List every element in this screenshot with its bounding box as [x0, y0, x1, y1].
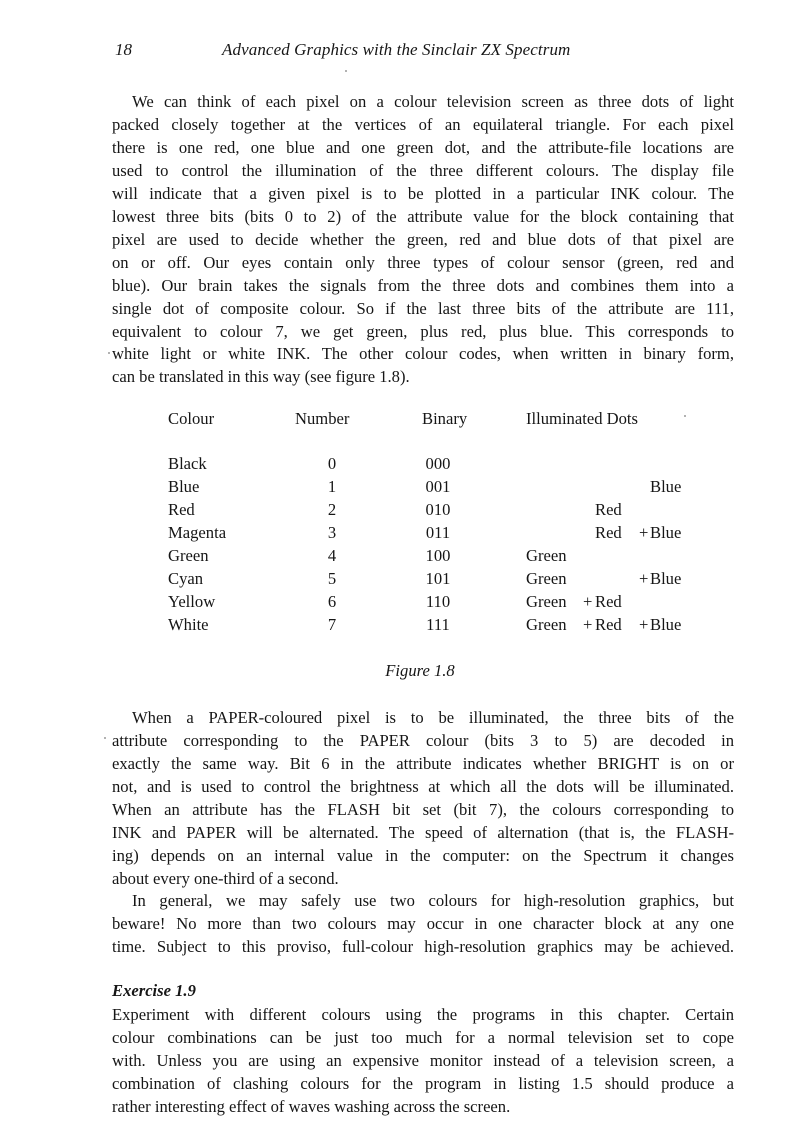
page-number: 18 — [115, 40, 132, 59]
dot-red: Red — [595, 592, 622, 611]
text-line: can be translated in this way (see figure 1.8). — [112, 367, 410, 387]
dot-green: Green — [526, 615, 567, 634]
text-line: INK and PAPER will be alternated. The speed of alternation (that is, the FLASH- — [112, 822, 734, 842]
table-cell-binary: 101 — [425, 569, 451, 588]
table-cell-colour: Green — [168, 546, 209, 565]
table-cell-binary: 110 — [425, 592, 451, 611]
text-line: Experiment with different colours using the programs in this chapter. Certain — [112, 1005, 734, 1024]
text-line: ing) depends on an internal value in the computer: on the Spectrum it changes — [112, 845, 734, 865]
text-line: time. Subject to this proviso, full-colour high-resolution graphics may be achieved. — [112, 936, 734, 956]
table-cell-number: 4 — [327, 546, 337, 565]
table-cell-colour: Blue — [168, 477, 200, 496]
table-cell-binary: 010 — [425, 500, 451, 519]
scan-speck — [108, 352, 110, 354]
table-cell-colour: White — [168, 615, 209, 634]
text-line: about every one-third of a second. — [112, 868, 339, 888]
exercise-body — [112, 1004, 734, 1119]
plus-sign: + — [639, 615, 649, 634]
text-line: pixel are used to decide whether the green, red and blue dots of that pixel are — [112, 229, 734, 249]
table-cell-colour: Cyan — [168, 569, 204, 588]
book-title: Advanced Graphics with the Sinclair ZX Spectrum — [222, 40, 571, 59]
plus-sign: + — [583, 615, 593, 634]
table-cell-colour: Magenta — [168, 523, 227, 542]
dot-blue: Blue — [650, 569, 682, 588]
dot-blue: Blue — [650, 523, 682, 542]
table-cell-number: 5 — [327, 569, 337, 588]
table-header-number: Number — [295, 409, 350, 428]
table-header-binary: Binary — [422, 409, 468, 428]
text-line: on or off. Our eyes contain only three types of colour sensor (green, red and — [112, 252, 734, 272]
text-line: packed closely together at the vertices of an equilateral triangle. For each pixel — [112, 114, 734, 134]
table-cell-number: 0 — [327, 454, 337, 473]
text-line: will indicate that a given pixel is to be plotted in a particular INK colour. The — [112, 183, 734, 203]
text-line: colour combinations can be just too much for a normal television set to cope — [112, 1027, 734, 1047]
paragraph-two-colours — [112, 890, 734, 959]
exercise-heading: Exercise 1.9 — [112, 981, 196, 1000]
text-line: attribute corresponding to the PAPER colour (bits 3 to 5) are decoded in — [112, 730, 734, 750]
text-line: used to control the illumination of the three different colours. The display file — [112, 160, 734, 180]
text-line: single dot of composite colour. So if the last three bits of the attribute are 111, — [112, 298, 734, 318]
text-line: with. Unless you are using an expensive monitor instead of a television screen, a — [112, 1050, 734, 1070]
running-head — [115, 40, 735, 64]
plus-sign: + — [639, 569, 649, 588]
table-cell-number: 7 — [327, 615, 337, 634]
table-cell-binary: 111 — [426, 615, 450, 634]
dot-green: Green — [526, 592, 567, 611]
plus-sign: + — [639, 523, 649, 542]
dot-green: Green — [526, 569, 567, 588]
table-cell-number: 3 — [327, 523, 337, 542]
text-line: not, and is used to control the brightness at which all the dots will be illuminated. — [112, 776, 734, 796]
paragraph-paper-bright-flash — [112, 707, 734, 891]
table-cell-binary: 001 — [425, 477, 451, 496]
scan-speck — [345, 70, 347, 72]
table-cell-binary: 011 — [425, 523, 451, 542]
text-line: beware! No more than two colours may occur in one character block at any one — [112, 913, 734, 933]
dot-blue: Blue — [650, 615, 682, 634]
text-line: there is one red, one blue and one green dot, and the attribute-file locations are — [112, 137, 734, 157]
dot-green: Green — [526, 546, 567, 565]
table-cell-colour: Red — [168, 500, 195, 519]
text-line: combination of clashing colours for the program in listing 1.5 should produce a — [112, 1073, 734, 1093]
text-line: lowest three bits (bits 0 to 2) of the attribute value for the block containing that — [112, 206, 734, 226]
figure-caption: Figure 1.8 — [385, 661, 455, 680]
text-line: white light or white INK. The other colour codes, when written in binary form, — [112, 344, 734, 364]
text-line: equivalent to colour 7, we get green, plus red, plus blue. This corresponds to — [112, 321, 734, 341]
table-cell-binary: 100 — [425, 546, 451, 565]
scan-speck — [684, 415, 686, 417]
text-line: When an attribute has the FLASH bit set (bit 7), the colours corresponding to — [112, 799, 734, 819]
scan-speck — [104, 737, 106, 739]
text-line: In general, we may safely use two colours for high-resolution graphics, but — [132, 891, 734, 910]
text-line: When a PAPER-coloured pixel is to be illuminated, the three bits of the — [132, 708, 734, 727]
paragraph-pixel-dots — [112, 91, 734, 389]
dot-red: Red — [595, 615, 622, 634]
text-line: We can think of each pixel on a colour television screen as three dots of light — [132, 92, 734, 111]
table-cell-colour: Black — [168, 454, 207, 473]
table-cell-binary: 000 — [425, 454, 451, 473]
table-cell-colour: Yellow — [168, 592, 216, 611]
dot-red: Red — [595, 523, 622, 542]
text-line: exactly the same way. Bit 6 in the attribute indicates whether BRIGHT is on or — [112, 753, 734, 773]
dot-blue: Blue — [650, 477, 682, 496]
table-header-illuminated-dots: Illuminated Dots — [526, 409, 638, 428]
dot-red: Red — [595, 500, 622, 519]
text-line: rather interesting effect of waves washing across the screen. — [112, 1096, 511, 1116]
table-header-colour: Colour — [168, 409, 215, 428]
table-cell-number: 2 — [327, 500, 337, 519]
table-cell-number: 6 — [327, 592, 337, 611]
table-cell-number: 1 — [327, 477, 337, 496]
plus-sign: + — [583, 592, 593, 611]
text-line: blue). Our brain takes the signals from the three dots and combines them into a — [112, 275, 734, 295]
